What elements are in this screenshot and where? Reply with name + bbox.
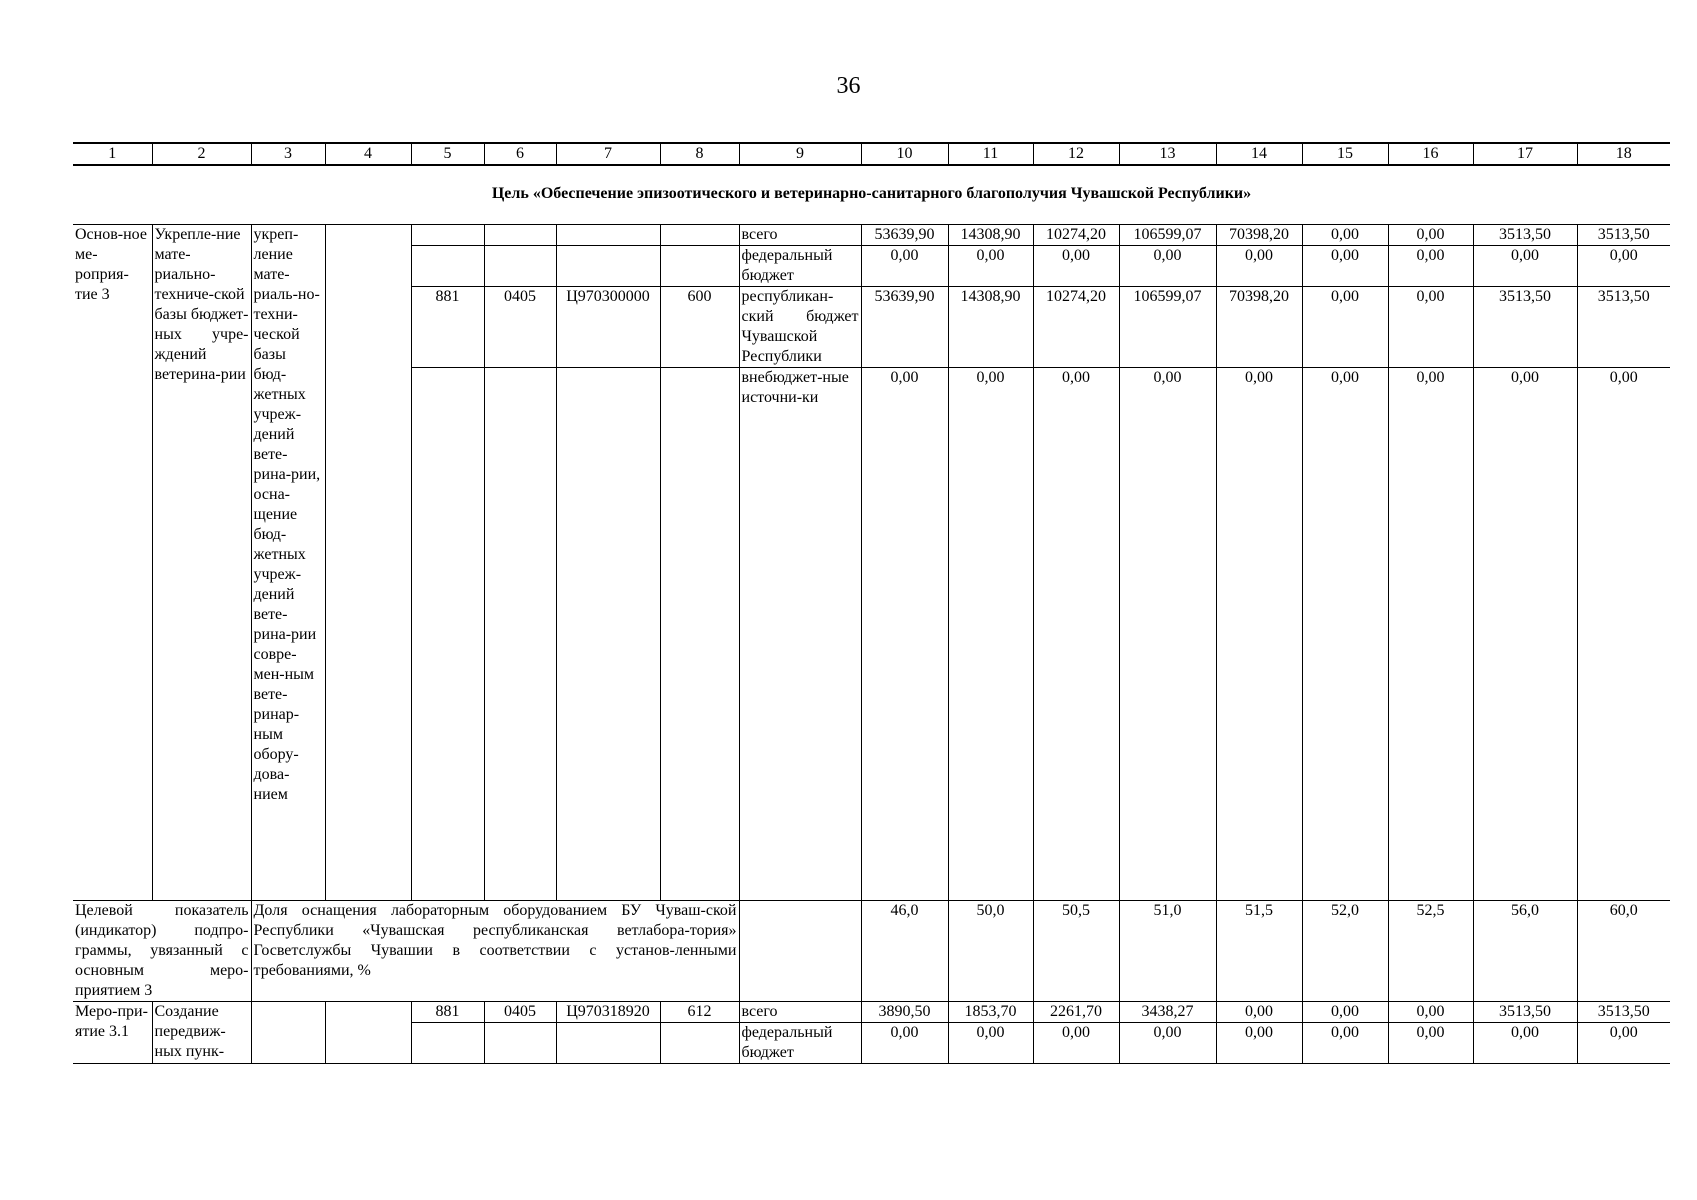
code-cell: 600 xyxy=(660,287,739,368)
value-cell: 14308,90 xyxy=(948,225,1033,246)
funding-source: федеральный бюджет xyxy=(739,1023,861,1064)
value-cell: 1853,70 xyxy=(948,1002,1033,1023)
indicator-row xyxy=(73,901,1670,1002)
code-cell xyxy=(556,225,660,246)
indicator-value: 46,0 xyxy=(861,901,948,1002)
value-cell: 3890,50 xyxy=(861,1002,948,1023)
indicator-value: 60,0 xyxy=(1577,901,1670,1002)
indicator-value: 50,5 xyxy=(1033,901,1119,1002)
code-cell xyxy=(411,225,484,246)
value-cell: 0,00 xyxy=(1302,287,1388,368)
value-cell: 0,00 xyxy=(1388,1002,1473,1023)
value-cell: 3438,27 xyxy=(1119,1002,1216,1023)
funding-source: республикан-ский бюджет Чувашской Республики xyxy=(739,287,861,368)
measure-title: Создание передвиж-ных пунк- xyxy=(152,1002,251,1064)
indicator-value: 50,0 xyxy=(948,901,1033,1002)
value-cell: 0,00 xyxy=(1302,368,1388,901)
value-cell: 0,00 xyxy=(1473,1023,1577,1064)
value-cell: 0,00 xyxy=(1577,368,1670,901)
col-header: 9 xyxy=(739,143,861,165)
value-cell: 0,00 xyxy=(1216,1002,1302,1023)
code-cell xyxy=(411,368,484,901)
code-cell xyxy=(411,1023,484,1064)
value-cell: 0,00 xyxy=(1388,368,1473,901)
value-cell: 0,00 xyxy=(1033,368,1119,901)
col-header: 8 xyxy=(660,143,739,165)
value-cell: 0,00 xyxy=(948,1023,1033,1064)
value-cell: 0,00 xyxy=(1473,368,1577,901)
measure-description: укреп-ление мате-риаль-но-техни-ческой базы бюд-жетных учреж-дений вете-рина-рии, осна-щение бюд-жетных учреж-дений вете-рина-рии совре-мен-ным вете-ринар-ным обору-дова-нием xyxy=(251,225,325,901)
value-cell: 3513,50 xyxy=(1473,287,1577,368)
value-cell: 0,00 xyxy=(1302,246,1388,287)
code-cell xyxy=(411,246,484,287)
value-cell: 70398,20 xyxy=(1216,225,1302,246)
indicator-value: 51,5 xyxy=(1216,901,1302,1002)
col-header: 1 xyxy=(73,143,152,165)
funding-source: всего xyxy=(739,1002,861,1023)
code-cell: 0405 xyxy=(484,287,556,368)
col-header: 14 xyxy=(1216,143,1302,165)
code-cell xyxy=(484,246,556,287)
value-cell: 106599,07 xyxy=(1119,287,1216,368)
value-cell: 0,00 xyxy=(1302,225,1388,246)
responsible-cell xyxy=(325,1002,411,1064)
code-cell xyxy=(660,1023,739,1064)
value-cell: 14308,90 xyxy=(948,287,1033,368)
value-cell: 53639,90 xyxy=(861,287,948,368)
col-header: 7 xyxy=(556,143,660,165)
col-header: 11 xyxy=(948,143,1033,165)
code-cell xyxy=(660,368,739,901)
budget-table xyxy=(73,142,1670,1064)
code-cell xyxy=(556,1023,660,1064)
code-cell xyxy=(556,246,660,287)
col-header: 2 xyxy=(152,143,251,165)
funding-source: всего xyxy=(739,225,861,246)
indicator-value: 56,0 xyxy=(1473,901,1577,1002)
value-cell: 106599,07 xyxy=(1119,225,1216,246)
value-cell: 70398,20 xyxy=(1216,287,1302,368)
col-header: 6 xyxy=(484,143,556,165)
col-header: 5 xyxy=(411,143,484,165)
measure-number: Меро-при-ятие 3.1 xyxy=(73,1002,152,1064)
measure-number: Основ-ное ме-роприя-тие 3 xyxy=(73,225,152,901)
value-cell: 0,00 xyxy=(948,368,1033,901)
value-cell: 0,00 xyxy=(1033,1023,1119,1064)
value-cell: 0,00 xyxy=(948,246,1033,287)
budget-table-container xyxy=(73,142,1656,1064)
indicator-value: 52,5 xyxy=(1388,901,1473,1002)
value-cell: 0,00 xyxy=(1033,246,1119,287)
indicator-value: 51,0 xyxy=(1119,901,1216,1002)
value-cell: 10274,20 xyxy=(1033,225,1119,246)
goal-row xyxy=(73,165,1670,225)
col-header: 17 xyxy=(1473,143,1577,165)
col-header: 12 xyxy=(1033,143,1119,165)
table-row xyxy=(73,225,1670,246)
value-cell: 2261,70 xyxy=(1033,1002,1119,1023)
table-row xyxy=(73,1002,1670,1023)
code-cell: 0405 xyxy=(484,1002,556,1023)
code-cell xyxy=(484,1023,556,1064)
column-number-row xyxy=(73,143,1670,165)
goal-heading: Цель «Обеспечение эпизоотического и ветеринарно-санитарного благополучия Чувашской Республики» xyxy=(73,165,1670,225)
value-cell: 0,00 xyxy=(1119,368,1216,901)
value-cell: 3513,50 xyxy=(1577,1002,1670,1023)
measure-title: Укрепле-ние мате-риально-техниче-ской базы бюджет-ных учре-ждений ветерина-рии xyxy=(152,225,251,901)
value-cell: 0,00 xyxy=(1577,246,1670,287)
value-cell: 0,00 xyxy=(861,246,948,287)
value-cell: 3513,50 xyxy=(1577,225,1670,246)
page-number: 36 xyxy=(836,73,861,99)
code-cell: 881 xyxy=(411,287,484,368)
value-cell: 0,00 xyxy=(1302,1002,1388,1023)
indicator-description: Доля оснащения лабораторным оборудованием БУ Чуваш-ской Республики «Чувашская республиканская ветлабора-тория» Госветслужбы Чувашии в соответствии с установ-ленными требованиями, % xyxy=(251,901,739,1002)
value-cell: 0,00 xyxy=(1119,246,1216,287)
col-header: 18 xyxy=(1577,143,1670,165)
value-cell: 0,00 xyxy=(1216,246,1302,287)
code-cell xyxy=(556,368,660,901)
col-header: 13 xyxy=(1119,143,1216,165)
value-cell: 0,00 xyxy=(1119,1023,1216,1064)
code-cell xyxy=(660,225,739,246)
col-header: 10 xyxy=(861,143,948,165)
code-cell xyxy=(484,368,556,901)
code-cell xyxy=(484,225,556,246)
value-cell: 53639,90 xyxy=(861,225,948,246)
code-cell: Ц970318920 xyxy=(556,1002,660,1023)
indicator-label: Целевой показатель (индикатор) подпро-граммы, увязанный с основным меро-приятием 3 xyxy=(73,901,251,1002)
code-cell: 612 xyxy=(660,1002,739,1023)
measure-description xyxy=(251,1002,325,1064)
indicator-value: 52,0 xyxy=(1302,901,1388,1002)
value-cell: 3513,50 xyxy=(1577,287,1670,368)
col-header: 4 xyxy=(325,143,411,165)
value-cell: 0,00 xyxy=(1577,1023,1670,1064)
funding-source: федеральный бюджет xyxy=(739,246,861,287)
value-cell: 0,00 xyxy=(861,368,948,901)
code-cell: 881 xyxy=(411,1002,484,1023)
value-cell: 0,00 xyxy=(1216,1023,1302,1064)
value-cell: 0,00 xyxy=(1216,368,1302,901)
funding-source: внебюджет-ные источни-ки xyxy=(739,368,861,901)
value-cell: 0,00 xyxy=(1388,225,1473,246)
value-cell: 0,00 xyxy=(1388,246,1473,287)
col-header: 15 xyxy=(1302,143,1388,165)
value-cell: 0,00 xyxy=(1388,1023,1473,1064)
col-header: 3 xyxy=(251,143,325,165)
col-header: 16 xyxy=(1388,143,1473,165)
value-cell: 3513,50 xyxy=(1473,1002,1577,1023)
code-cell: Ц970300000 xyxy=(556,287,660,368)
value-cell: 3513,50 xyxy=(1473,225,1577,246)
value-cell: 0,00 xyxy=(1473,246,1577,287)
code-cell xyxy=(660,246,739,287)
value-cell: 0,00 xyxy=(1302,1023,1388,1064)
funding-source xyxy=(739,901,861,1002)
responsible-cell xyxy=(325,225,411,901)
value-cell: 0,00 xyxy=(1388,287,1473,368)
value-cell: 0,00 xyxy=(861,1023,948,1064)
value-cell: 10274,20 xyxy=(1033,287,1119,368)
